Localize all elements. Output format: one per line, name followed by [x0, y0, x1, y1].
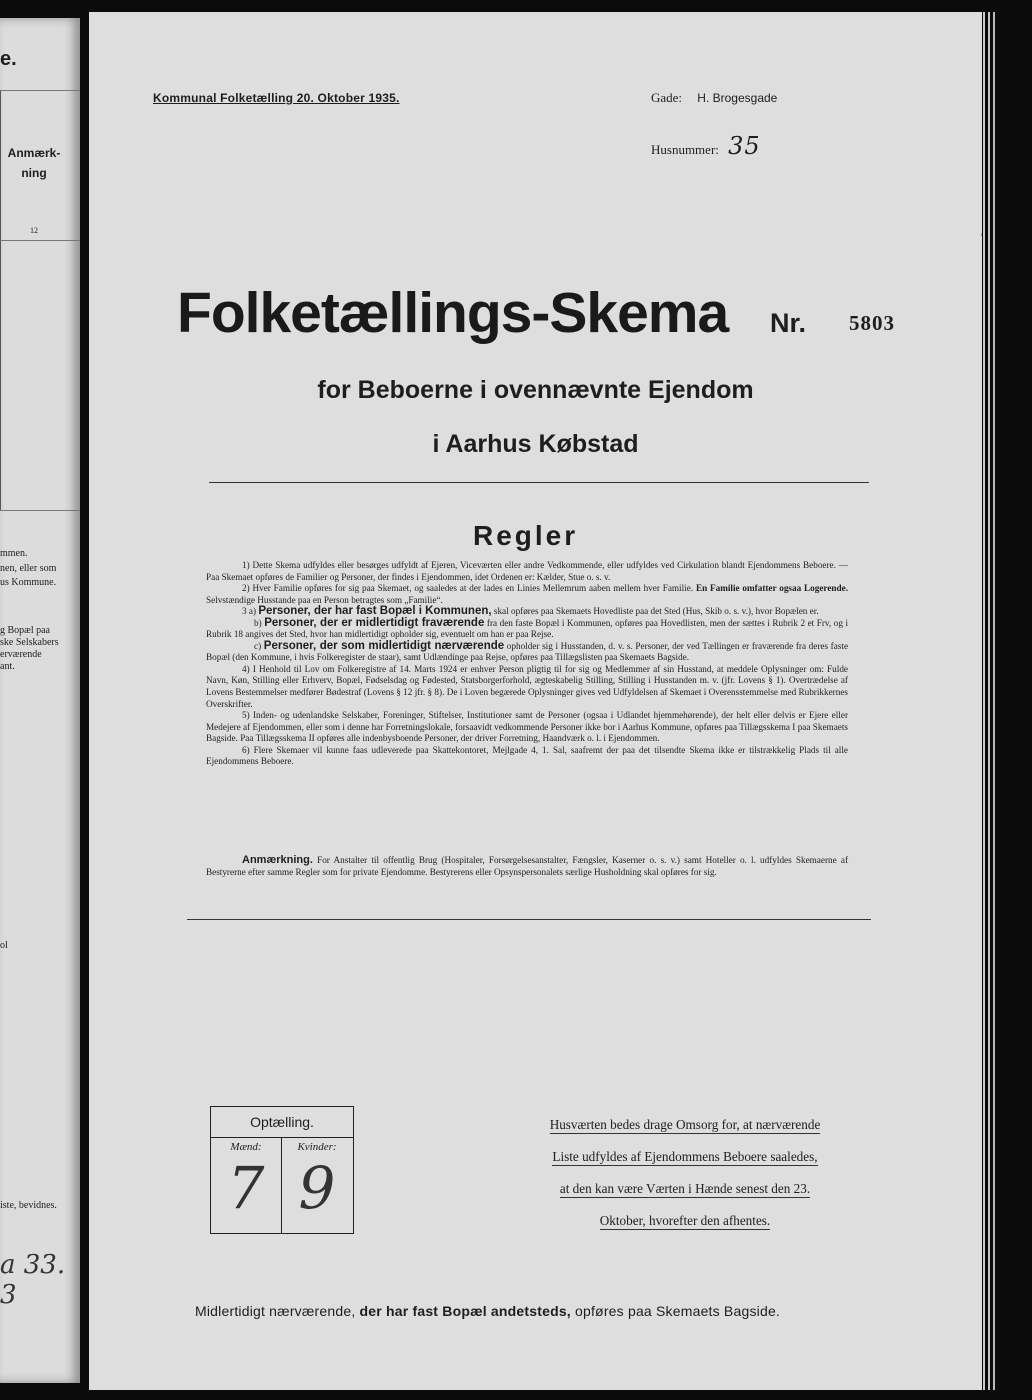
- notice-line: [515, 1173, 855, 1205]
- left-page-text-fragment: nen, eller som: [0, 563, 57, 574]
- footer-text-end: opføres paa Skemaets Bagside.: [575, 1303, 781, 1319]
- left-page-text-fragment: iste, bevidnes.: [0, 1200, 57, 1211]
- rule-3b-number: b): [254, 617, 262, 628]
- footer-text: Midlertidigt nærværende,: [195, 1303, 356, 1319]
- divider: [187, 919, 871, 920]
- men-count: 7: [227, 1154, 265, 1222]
- left-page-text-fragment: ol: [0, 940, 8, 951]
- left-page-title-fragment: e.: [0, 48, 17, 70]
- rule-3c-number: c): [254, 640, 262, 651]
- left-page-rule: [0, 240, 80, 241]
- rules-heading: Regler: [473, 520, 579, 551]
- footer-note: [195, 1303, 780, 1319]
- left-page-rule: [0, 90, 80, 91]
- footer-bold: der har fast Bopæl andetsteds,: [359, 1303, 571, 1319]
- left-page-text-fragment: ske Selskabers: [0, 637, 59, 648]
- form-title: Folketællings-Skema: [177, 281, 729, 345]
- notice-line: [515, 1109, 855, 1141]
- form-subtitle-city: i Aarhus Købstad: [432, 430, 639, 458]
- house-number-value: 35: [728, 132, 761, 160]
- notice-line: [515, 1141, 855, 1173]
- form-number-value: 5803: [849, 311, 895, 335]
- rule-3b: [206, 618, 848, 641]
- notice-line: [515, 1205, 855, 1237]
- rules-text: [206, 560, 848, 768]
- page-edge: [983, 12, 985, 1390]
- census-date-line: Kommunal Folketælling 20. Oktober 1935.: [153, 91, 400, 105]
- left-page-column-number: 12: [30, 226, 38, 235]
- women-column: [282, 1138, 352, 1233]
- left-page-text-fragment: us Kommune.: [0, 577, 57, 588]
- rule-3a-number: 3 a): [242, 606, 257, 617]
- left-facing-page: [0, 18, 80, 1383]
- street-label: Gade:: [651, 90, 683, 105]
- men-label: Mænd:: [230, 1141, 262, 1153]
- page-edge: [993, 12, 995, 1390]
- divider: [209, 482, 869, 483]
- census-form-page: [89, 12, 982, 1390]
- rule-6: 6) Flere Skemaer vil kunne faas udleverede paa Skattekontoret, Mejlgade 4, 1. Sal, saafremt der paa det tilsendte Skema ikke er tilstrækkelig Plads til alle Ejendommens Beboere.: [206, 744, 848, 767]
- rule-3a-bold: Personer, der har fast Bopæl i Kommunen,: [258, 605, 492, 618]
- remark: [206, 855, 848, 878]
- left-page-text-fragment: ant.: [0, 661, 15, 672]
- rule-3c-bold: Personer, der som midlertidigt nærværende: [263, 639, 505, 652]
- house-number-field: [651, 132, 761, 160]
- notice-line-text: Liste udfyldes af Ejendommens Beboere saaledes,: [552, 1149, 818, 1164]
- left-page-text-fragment: erværende: [0, 649, 42, 660]
- left-page-text-fragment: mmen.: [0, 548, 28, 559]
- notice-line-text: Husværten bedes drage Omsorg for, at nærværende: [549, 1117, 821, 1132]
- count-box: [210, 1106, 354, 1234]
- rule-3b-bold: Personer, der er midlertidigt fraværende: [264, 616, 485, 629]
- rule-3b-text: fra den faste Bopæl i Kommunen, opføres paa Hovedlisten, men der sættes i Rubrik 2 et Frv, og i Rubrik 18 angives det Sted, hvor han midlertidigt opholder sig, eventuelt om han er paa Rejse.: [206, 617, 849, 640]
- women-count: 9: [298, 1154, 336, 1222]
- rule-1: 1) Dette Skema udfyldes eller besørges udfyldt af Ejeren, Viceværten eller andre Vedkommende, eller udfyldes ved Cirkulation blandt Ejendommens Beboere. — Paa Skemaet opføres de Familier og Personer, der findes i Ejendommen, idet Ordenen er: Kælder, Stue o. s. v.: [206, 560, 848, 582]
- rule-2-note: Selvstændige Husstande paa en Person betragtes som „Familie“.: [206, 594, 443, 605]
- margin-mark: [981, 224, 982, 236]
- left-page-column-header: Anmærk- ning: [7, 146, 61, 180]
- remark-text: For Anstalter til offentlig Brug (Hospitaler, Forsørgelsesanstalter, Fængsler, Kaserner o. s. v.) samt Hoteller o. l. udfyldes Skemaerne af Bestyrerne efter samme Regler som for private Ejendomme. Bestyrerens eller Opsynspersonalets særlige Husholdning skal opføres for sig.: [206, 855, 849, 877]
- men-column: [211, 1138, 282, 1233]
- notice-line-text: at den kan være Værten i Hænde senest den 23.: [559, 1181, 811, 1196]
- form-number-label: Nr.: [770, 308, 807, 338]
- left-page-rule: [0, 510, 80, 511]
- rule-3c: [206, 641, 848, 664]
- street-value: H. Brogesgade: [697, 91, 778, 105]
- women-label: Kvinder:: [297, 1141, 337, 1153]
- landlord-notice: [515, 1109, 855, 1237]
- rule-2-text: 2) Hver Familie opføres for sig paa Skemaet, og saaledes at der lades en Linies Mellemrum aaben mellem hver Familie.: [242, 583, 694, 594]
- left-page-column-line: [0, 90, 1, 510]
- rule-3a-text: skal opføres paa Skemaets Hovedliste paa det Sted (Hus, Skib o. s. v.), hvor Bopælen er.: [493, 606, 819, 617]
- rule-2-bold: En Familie omfatter ogsaa Logerende.: [695, 583, 848, 594]
- street-field: [651, 90, 777, 106]
- count-title: Optælling.: [211, 1107, 353, 1138]
- form-subtitle: for Beboerne i ovennævnte Ejendom: [317, 376, 754, 404]
- house-number-label: Husnummer:: [651, 142, 719, 157]
- remark-label: Anmærkning.: [242, 854, 313, 866]
- left-page-handwriting: a 33. 3: [0, 1250, 66, 1310]
- left-page-text-fragment: g Bopæl paa: [0, 625, 50, 636]
- rule-4: 4) I Henhold til Lov om Folkeregistre af 14. Marts 1924 er enhver Person pligtig til for sig og Medlemmer af sin Husstand, at meddele Oplysninger om: Fulde Navn, Køn, Stilling eller Erhverv, Bopæl, Fødselsdag og Fødested, Statsborgerforhold, ægteskabelig Stilling, Stilling i Husstanden m. v. (jfr. Lovens § 1). Overtrædelse af Lovens Bestemmelser medfører Bødestraf (Lovens § 12 jfr. § 8). De i Loven begærede Oplysninger gives ved Udfyldelsen af Skemaet i Overensstemmelse med Rubrikkernes Overskrifter.: [206, 663, 848, 709]
- rule-3c-text: opholder sig i Husstanden, d. v. s. Personer, der ved Tællingen er fraværende fra deres faste Bopæl (den Kommune, i hvis Folkeregister de staar), samt Udlændinge paa Rejse, opføres paa Tillægslisten paa Skemaets Bagside.: [206, 640, 849, 663]
- notice-line-text: Oktober, hvorefter den afhentes.: [599, 1213, 771, 1228]
- rule-2: [206, 583, 848, 606]
- rule-5: 5) Inden- og udenlandske Selskaber, Foreninger, Stiftelser, Institutioner samt de Personer (ogsaa i Udlandet hjemmehørende), der helt eller delvis er Ejere eller Medejere af Ejendommen, eller som i denne har Forretningslokale, forsaavidt vedkommende Personer ikke bor i Aarhus Kommune, opføres paa Tillægsskema I paa Skemaets Bagside. Paa Tillægsskema II opføres alle indenbysboende Personer, der driver Forretning, Haandværk o. l. i Ejendommen.: [206, 710, 848, 744]
- page-edge: [988, 12, 990, 1390]
